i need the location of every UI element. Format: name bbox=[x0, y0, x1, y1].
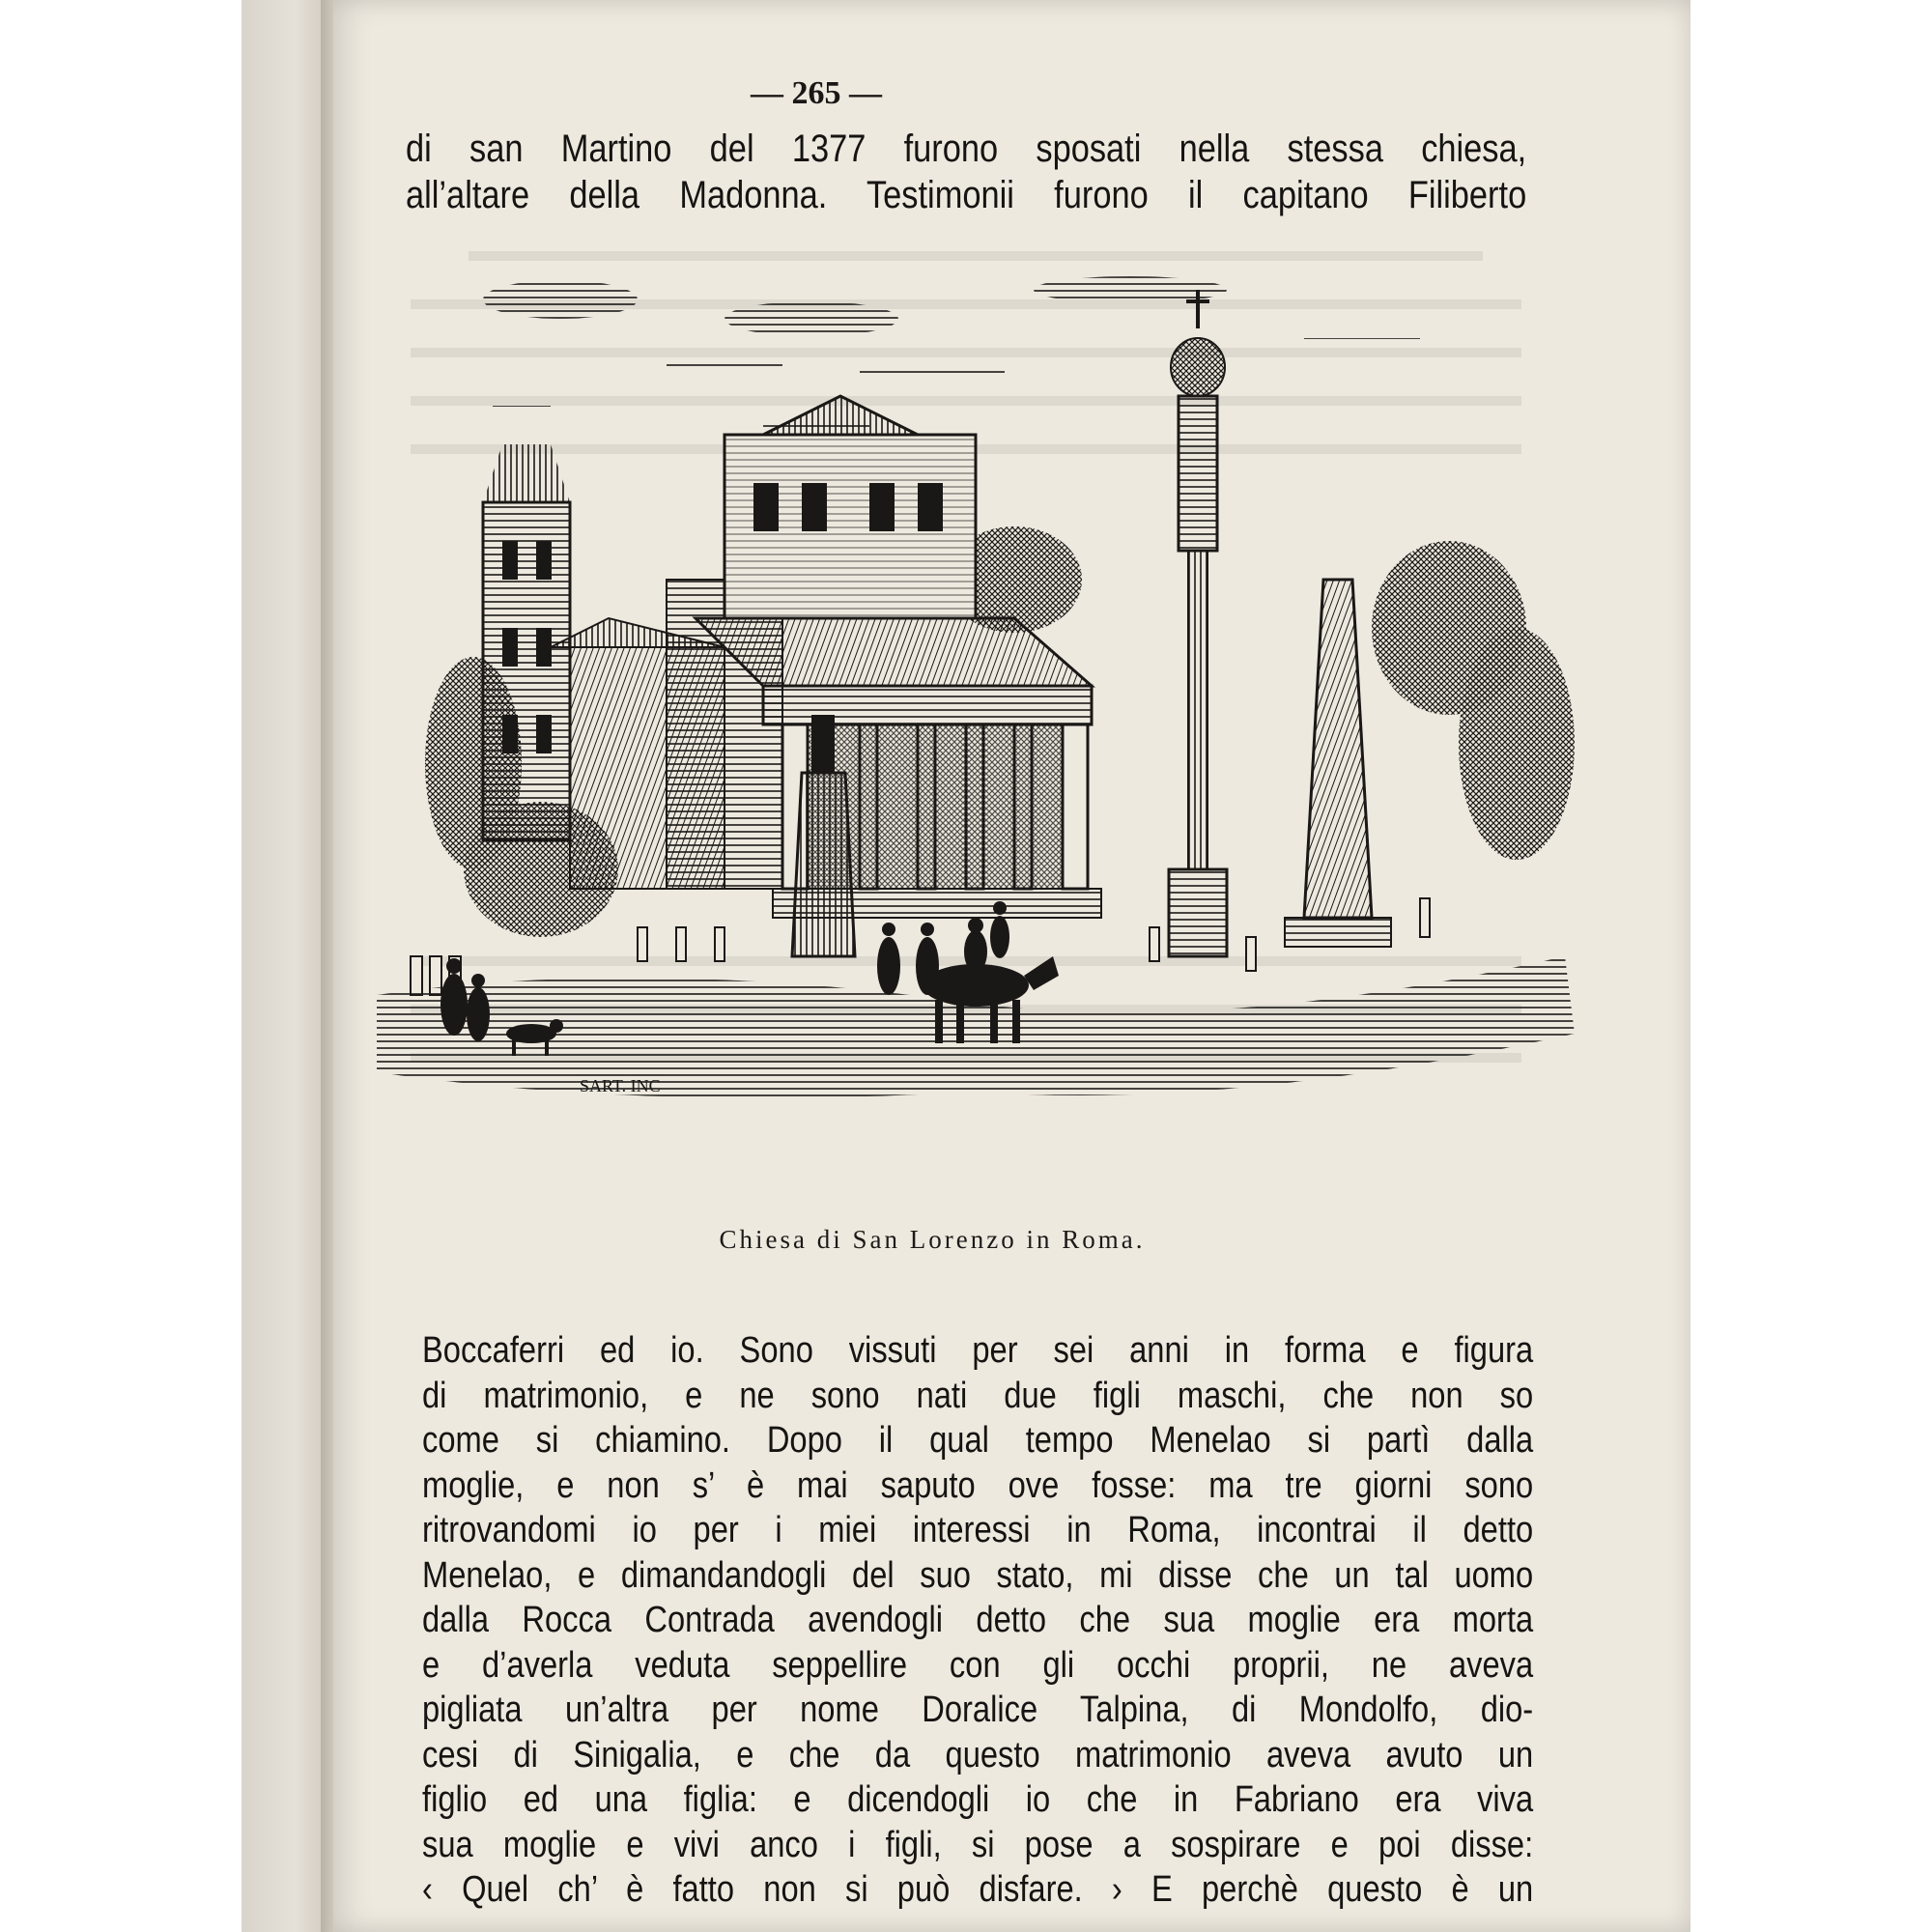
bell-tower bbox=[483, 444, 570, 840]
text-line: figlio ed una figlia: e dicendogli io che in Fabriano era viva bbox=[422, 1779, 1534, 1820]
text-line: e d’averla veduta seppellire con gli occhi proprii, ne aveva bbox=[422, 1644, 1534, 1686]
text-line: moglie, e non s’ è mai saputo ove fosse: ma tre giorni sono bbox=[422, 1464, 1534, 1506]
text-line: di san Martino del 1377 furono sposati nella stessa chiesa, bbox=[406, 128, 1527, 170]
text-line: all’altare della Madonna. Testimonii furono il capitano Filiberto bbox=[406, 174, 1527, 216]
text-line: pigliata un’altra per nome Doralice Talpina, di Mondolfo, dio- bbox=[422, 1690, 1534, 1730]
clouds bbox=[483, 276, 1420, 440]
text-line: dalla Rocca Contrada avendogli detto che sua moglie era morta bbox=[422, 1600, 1534, 1640]
engraver-signature: SART. INC bbox=[580, 1076, 661, 1095]
bottom-paragraph bbox=[422, 1328, 1533, 1913]
text-line: Boccaferri ed io. Sono vissuti per sei anni in forma e figura bbox=[422, 1330, 1534, 1371]
column-with-cross bbox=[1169, 290, 1227, 956]
text-line: Menelao, e dimandandogli del suo stato, mi disse che un tal uomo bbox=[422, 1554, 1534, 1596]
text-line: di matrimonio, e ne sono nati due figli maschi, che non so bbox=[422, 1375, 1534, 1416]
basilica-upper bbox=[724, 396, 976, 618]
book-page bbox=[333, 0, 1690, 1932]
text-line: ‹ Quel ch’ è fatto non si può disfare. › E perchè questo è un bbox=[422, 1869, 1534, 1910]
text-line: ritrovandomi io per i miei interessi in Roma, incontrai il detto bbox=[422, 1510, 1534, 1550]
facing-page-edge bbox=[242, 0, 330, 1932]
text-line: come si chiamino. Dopo il qual tempo Menelao si partì dalla bbox=[422, 1420, 1534, 1461]
text-line: cesi di Sinigalia, e che da questo matrimonio aveva avuto un bbox=[422, 1734, 1534, 1776]
church-engraving bbox=[357, 261, 1613, 1130]
page-number: — 265 — bbox=[751, 75, 882, 111]
illustration-caption: Chiesa di San Lorenzo in Roma. bbox=[719, 1225, 1146, 1254]
text-line: sua moglie e vivi anco i figli, si pose a sospirare e poi disse: bbox=[422, 1824, 1534, 1865]
top-paragraph bbox=[406, 126, 1526, 218]
